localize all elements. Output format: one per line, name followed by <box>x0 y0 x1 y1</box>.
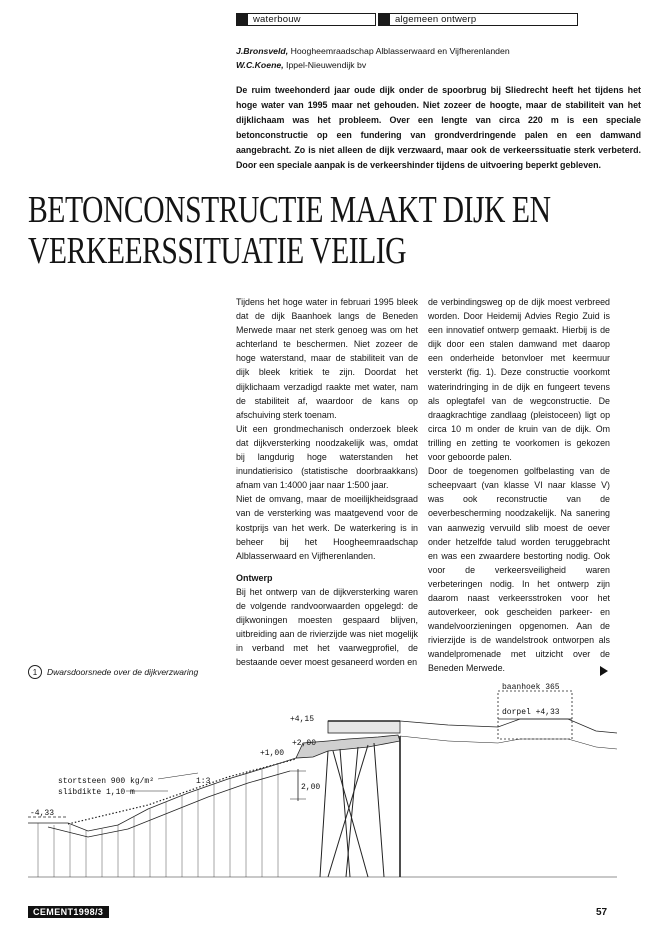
journal-footer: CEMENT1998/3 <box>28 906 109 918</box>
article-title-line-2: VERKEERSSITUATIE VEILIG <box>28 230 407 272</box>
label-dorpel: dorpel +4,33 <box>502 708 560 717</box>
section-tag-label: algemeen ontwerp <box>395 14 477 25</box>
body-paragraph: Bij het ontwerp van de dijkversterking waren de volgende randvoorwaarden opgelegd: de dijkwoningen moesten gespaard blijven, uitbreiding aan de rivierzijde was niet mogelijk in verband met het vaarwegprofiel, de bestaande oever moest gesaneerd worden en <box>236 586 418 668</box>
author-line <box>236 58 510 72</box>
label-stortsteen: stortsteen 900 kg/m² <box>58 777 155 786</box>
figure-number: 1 <box>28 665 42 679</box>
body-column-2 <box>428 295 610 676</box>
body-column-1 <box>236 295 418 669</box>
author-name: J.Bronsveld, <box>236 46 289 56</box>
body-paragraph: Door de toegenomen golfbelasting van de scheepvaart (van klasse VI naar klasse V) was ook reconstructie van de oeverbescherming noodzakelijk. Na sanering van aanwezig vervuild slib moest de oever onder hetzelfde talud worden teruggebracht en was een zwaardere bestorting nodig. Ook voor de verkeersveiligheid waren verbeteringen nodig. In het ontwerp zijn daarom naast verkeersstroken voor het autoverkeer, ook gescheiden parkeer- en wandelvoorzieningen opgenomen. Aan de rivierzijde is de wandelstrook ontworpen als wandelpromenade met uitzicht over de Beneden Merwede. <box>428 466 610 674</box>
continue-arrow-icon <box>600 666 608 676</box>
label-level-200: +2,00 <box>292 739 317 748</box>
section-tag-algemeen-ontwerp <box>378 13 578 26</box>
article-title-line-1: BETONCONSTRUCTIE MAAKT DIJK EN <box>28 189 551 231</box>
author-line <box>236 44 510 58</box>
section-tag-waterbouw <box>236 13 376 26</box>
lead-paragraph: De ruim tweehonderd jaar oude dijk onder de spoorbrug bij Sliedrecht heeft het tijdens het hoge water van 1995 maar net gehouden. Niet zozeer de hoogte, maar de stabiliteit van het dijklichaam was het probleem. Over een lengte van circa 220 m is een speciale betonconstructie op een fundering van grondverdringende palen en een damwand aangebracht. Zo is niet alleen de dijk verzwaard, maar ook de verkeerssituatie sterk verbeterd. Door een speciale aanpak is de verkeershinder tijdens de uitvoering beperkt gebleven. <box>236 85 641 171</box>
article-title <box>28 190 551 272</box>
body-paragraph: de verbindingsweg op de dijk moest verbreed worden. Door Heidemij Advies Regio Zuid is een innovatief ontwerp gemaakt. Hierbij is de dijk door een stalen damwand met daarop een onderheide betonvloer met keermuur versterkt (fig. 1). Deze constructie voorkomt waterindringing in de dijk en fungeert tevens als oplegtafel van de wegconstructie. De draagkrachtige zandlaag (pleistoceen) ligt op circa 10 m onder de kruin van de dijk. Om trilling en zetting te voorkomen is gekozen voor geboorde palen. <box>428 297 610 463</box>
label-level-415: +4,15 <box>290 715 315 724</box>
figure-caption <box>28 665 198 679</box>
body-paragraph: Tijdens het hoge water in februari 1995 bleek dat de dijk Baanhoek langs de Beneden Merwede maar net sterk genoeg was om het achterland te beschermen. Niet zozeer de hoge waterstand, maar de stabiliteit van de dijk bleek kritiek te zijn. Doordat het dijklichaam verzadigd raakte met water, nam de stabiliteit af, waardoor de kans op afschuiving sterk toenam. <box>236 297 418 420</box>
author-affiliation: Hoogheemraadschap Alblasserwaard en Vijfherenlanden <box>290 46 510 56</box>
section-tag-label: waterbouw <box>253 14 301 25</box>
label-level-100: +1,00 <box>260 749 285 758</box>
section-marker-icon <box>237 14 248 25</box>
author-list <box>236 44 510 72</box>
label-slibdikte: slibdikte 1,10 m <box>58 788 135 797</box>
label-dimension-200: 2,00 <box>301 783 321 792</box>
label-slope: 1:3 <box>196 777 211 786</box>
author-name: W.C.Koene, <box>236 60 284 70</box>
section-heading: Ontwerp <box>236 572 273 583</box>
dike-cross-section-drawing <box>28 681 617 882</box>
body-paragraph: Uit een grondmechanisch onderzoek bleek dat dijkversterking noodzakelijk was, omdat bij langdurig hoge waterstanden het inundatierisico (statistische doorbraakkans) afnam van 1:4000 jaar naar 1:500 jaar. <box>236 423 418 491</box>
section-marker-icon <box>379 14 390 25</box>
page-number: 57 <box>596 907 608 918</box>
label-level-minus433: -4,33 <box>30 809 55 818</box>
body-paragraph: Niet de omvang, maar de moeilijkheidsgraad van de versterking was maatgevend voor de kostprijs van het werk. De waterkering is in beheer bij het Hoogheemraadschap Alblasserwaard en Vijfherenlanden. <box>236 494 418 561</box>
author-affiliation: Ippel-Nieuwendijk bv <box>286 60 367 70</box>
label-baanhoek: baanhoek 365 <box>502 683 560 692</box>
figure-caption-text: Dwarsdoorsnede over de dijkverzwaring <box>47 667 199 677</box>
